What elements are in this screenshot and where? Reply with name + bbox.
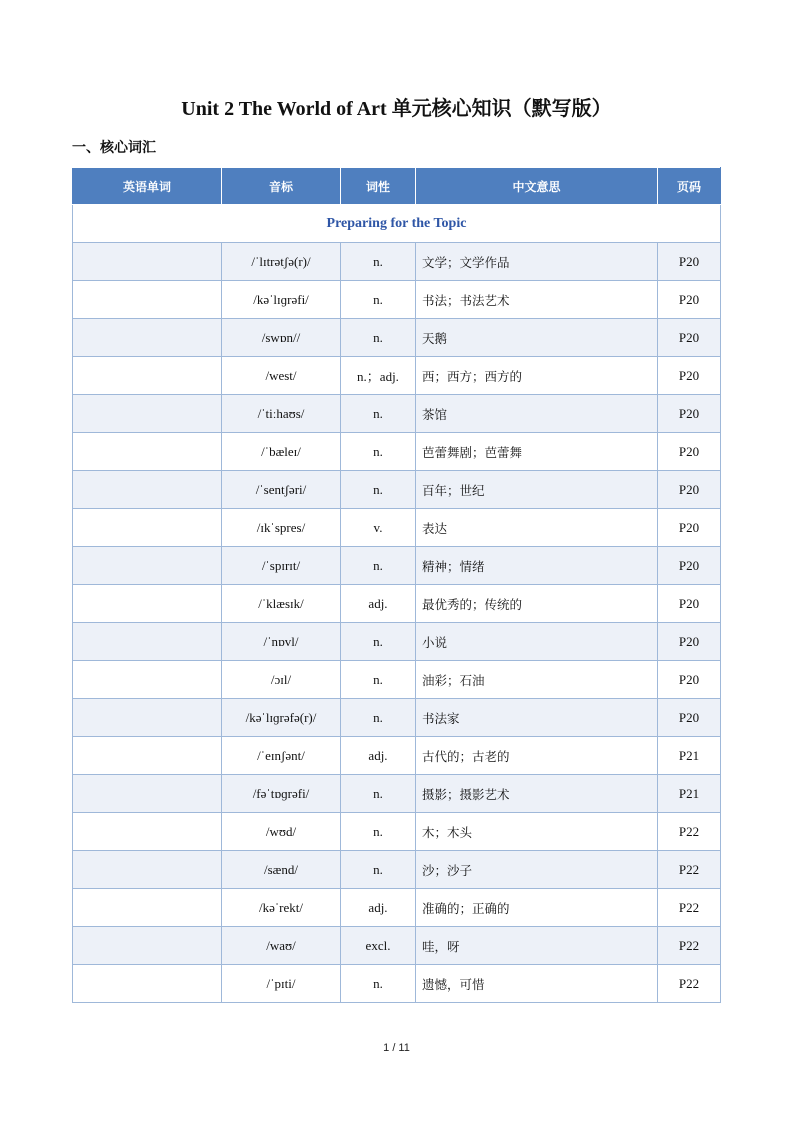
phonetic-cell: /ˈklæsɪk/ (222, 585, 341, 623)
page-cell: P20 (658, 357, 721, 395)
table-row (73, 661, 721, 699)
meaning-cell: 古代的；古老的 (416, 737, 658, 775)
vocabulary-table (72, 167, 721, 1003)
page-cell: P20 (658, 319, 721, 357)
phonetic-cell: /ɔɪl/ (222, 661, 341, 699)
part-of-speech-cell: n. (341, 851, 416, 889)
document-title: Unit 2 The World of Art 单元核心知识（默写版） (181, 98, 612, 120)
part-of-speech-cell: n. (341, 281, 416, 319)
table-row (73, 395, 721, 433)
part-of-speech-cell: v. (341, 509, 416, 547)
word-cell (73, 547, 222, 585)
phonetic-cell: /kəˈlɪɡrəfə(r)/ (222, 699, 341, 737)
word-cell (73, 471, 222, 509)
word-cell (73, 661, 222, 699)
word-cell (73, 965, 222, 1003)
meaning-cell: 书法；书法艺术 (416, 281, 658, 319)
part-of-speech-cell: n. (341, 471, 416, 509)
page-cell: P22 (658, 965, 721, 1003)
page-cell: P20 (658, 395, 721, 433)
phonetic-cell: /ɪkˈspres/ (222, 509, 341, 547)
topic-label: Preparing for the Topic (73, 205, 721, 243)
part-of-speech-cell: n. (341, 395, 416, 433)
word-cell (73, 395, 222, 433)
part-of-speech-cell: n. (341, 965, 416, 1003)
page-cell: P22 (658, 927, 721, 965)
table-row (73, 547, 721, 585)
word-cell (73, 319, 222, 357)
table-row (73, 813, 721, 851)
word-cell (73, 243, 222, 281)
page-cell: P22 (658, 851, 721, 889)
page-number: 1 / 11 (383, 1042, 410, 1054)
table-row (73, 281, 721, 319)
phonetic-cell: /ˈeɪnʃənt/ (222, 737, 341, 775)
part-of-speech-cell: n. (341, 243, 416, 281)
page-cell: P22 (658, 813, 721, 851)
phonetic-cell: /ˈsentʃəri/ (222, 471, 341, 509)
table-row (73, 433, 721, 471)
phonetic-cell: /ˈlɪtrətʃə(r)/ (222, 243, 341, 281)
phonetic-cell: /waʊ/ (222, 927, 341, 965)
part-of-speech-cell: n. (341, 547, 416, 585)
phonetic-cell: /ˈpɪti/ (222, 965, 341, 1003)
table-row (73, 243, 721, 281)
meaning-cell: 小说 (416, 623, 658, 661)
meaning-cell: 沙；沙子 (416, 851, 658, 889)
table-row (73, 927, 721, 965)
meaning-cell: 西；西方；西方的 (416, 357, 658, 395)
table-row (73, 357, 721, 395)
phonetic-cell: /kəˈlɪɡrəfi/ (222, 281, 341, 319)
header-chinese-meaning: 中文意思 (416, 168, 658, 205)
phonetic-cell: /ˈnɒvl/ (222, 623, 341, 661)
page-cell: P20 (658, 433, 721, 471)
header-page: 页码 (658, 168, 721, 205)
part-of-speech-cell: adj. (341, 889, 416, 927)
meaning-cell: 芭蕾舞剧；芭蕾舞 (416, 433, 658, 471)
part-of-speech-cell: n. (341, 699, 416, 737)
word-cell (73, 851, 222, 889)
word-cell (73, 889, 222, 927)
header-english-word: 英语单词 (73, 168, 222, 205)
table-row (73, 889, 721, 927)
page-cell: P21 (658, 775, 721, 813)
table-row (73, 471, 721, 509)
part-of-speech-cell: n. (341, 775, 416, 813)
meaning-cell: 遗憾，可惜 (416, 965, 658, 1003)
part-of-speech-cell: adj. (341, 585, 416, 623)
part-of-speech-cell: n. (341, 623, 416, 661)
word-cell (73, 509, 222, 547)
phonetic-cell: /fəˈtɒɡrəfi/ (222, 775, 341, 813)
meaning-cell: 最优秀的；传统的 (416, 585, 658, 623)
phonetic-cell: /sænd/ (222, 851, 341, 889)
phonetic-cell: /west/ (222, 357, 341, 395)
page-cell: P20 (658, 585, 721, 623)
meaning-cell: 精神；情绪 (416, 547, 658, 585)
word-cell (73, 357, 222, 395)
meaning-cell: 文学；文学作品 (416, 243, 658, 281)
part-of-speech-cell: n. (341, 661, 416, 699)
page-cell: P21 (658, 737, 721, 775)
word-cell (73, 623, 222, 661)
part-of-speech-cell: n.；adj. (341, 357, 416, 395)
table-row (73, 699, 721, 737)
table-header-row (73, 168, 721, 205)
word-cell (73, 699, 222, 737)
meaning-cell: 表达 (416, 509, 658, 547)
table-row (73, 585, 721, 623)
word-cell (73, 737, 222, 775)
part-of-speech-cell: n. (341, 813, 416, 851)
word-cell (73, 281, 222, 319)
page-cell: P20 (658, 281, 721, 319)
phonetic-cell: /ˈtiːhaʊs/ (222, 395, 341, 433)
meaning-cell: 木；木头 (416, 813, 658, 851)
table-row (73, 851, 721, 889)
part-of-speech-cell: adj. (341, 737, 416, 775)
part-of-speech-cell: n. (341, 319, 416, 357)
page-cell: P20 (658, 471, 721, 509)
table-row (73, 509, 721, 547)
header-part-of-speech: 词性 (341, 168, 416, 205)
phonetic-cell: /kəˈrekt/ (222, 889, 341, 927)
page-cell: P20 (658, 661, 721, 699)
section-heading: 一、核心词汇 (72, 140, 156, 156)
phonetic-cell: /swɒn// (222, 319, 341, 357)
table-row (73, 965, 721, 1003)
header-phonetic: 音标 (222, 168, 341, 205)
topic-row (73, 205, 721, 243)
page-cell: P20 (658, 243, 721, 281)
table-row (73, 737, 721, 775)
phonetic-cell: /ˈspɪrɪt/ (222, 547, 341, 585)
part-of-speech-cell: excl. (341, 927, 416, 965)
page-cell: P20 (658, 547, 721, 585)
table-row (73, 623, 721, 661)
page-cell: P20 (658, 509, 721, 547)
word-cell (73, 813, 222, 851)
meaning-cell: 油彩；石油 (416, 661, 658, 699)
part-of-speech-cell: n. (341, 433, 416, 471)
page-cell: P20 (658, 623, 721, 661)
table-row (73, 319, 721, 357)
page-cell: P22 (658, 889, 721, 927)
table-row (73, 775, 721, 813)
meaning-cell: 天鹅 (416, 319, 658, 357)
phonetic-cell: /wʊd/ (222, 813, 341, 851)
word-cell (73, 927, 222, 965)
meaning-cell: 准确的；正确的 (416, 889, 658, 927)
phonetic-cell: /ˈbæleɪ/ (222, 433, 341, 471)
meaning-cell: 茶馆 (416, 395, 658, 433)
meaning-cell: 百年；世纪 (416, 471, 658, 509)
page-cell: P20 (658, 699, 721, 737)
meaning-cell: 书法家 (416, 699, 658, 737)
word-cell (73, 775, 222, 813)
meaning-cell: 哇，呀 (416, 927, 658, 965)
word-cell (73, 585, 222, 623)
meaning-cell: 摄影；摄影艺术 (416, 775, 658, 813)
word-cell (73, 433, 222, 471)
